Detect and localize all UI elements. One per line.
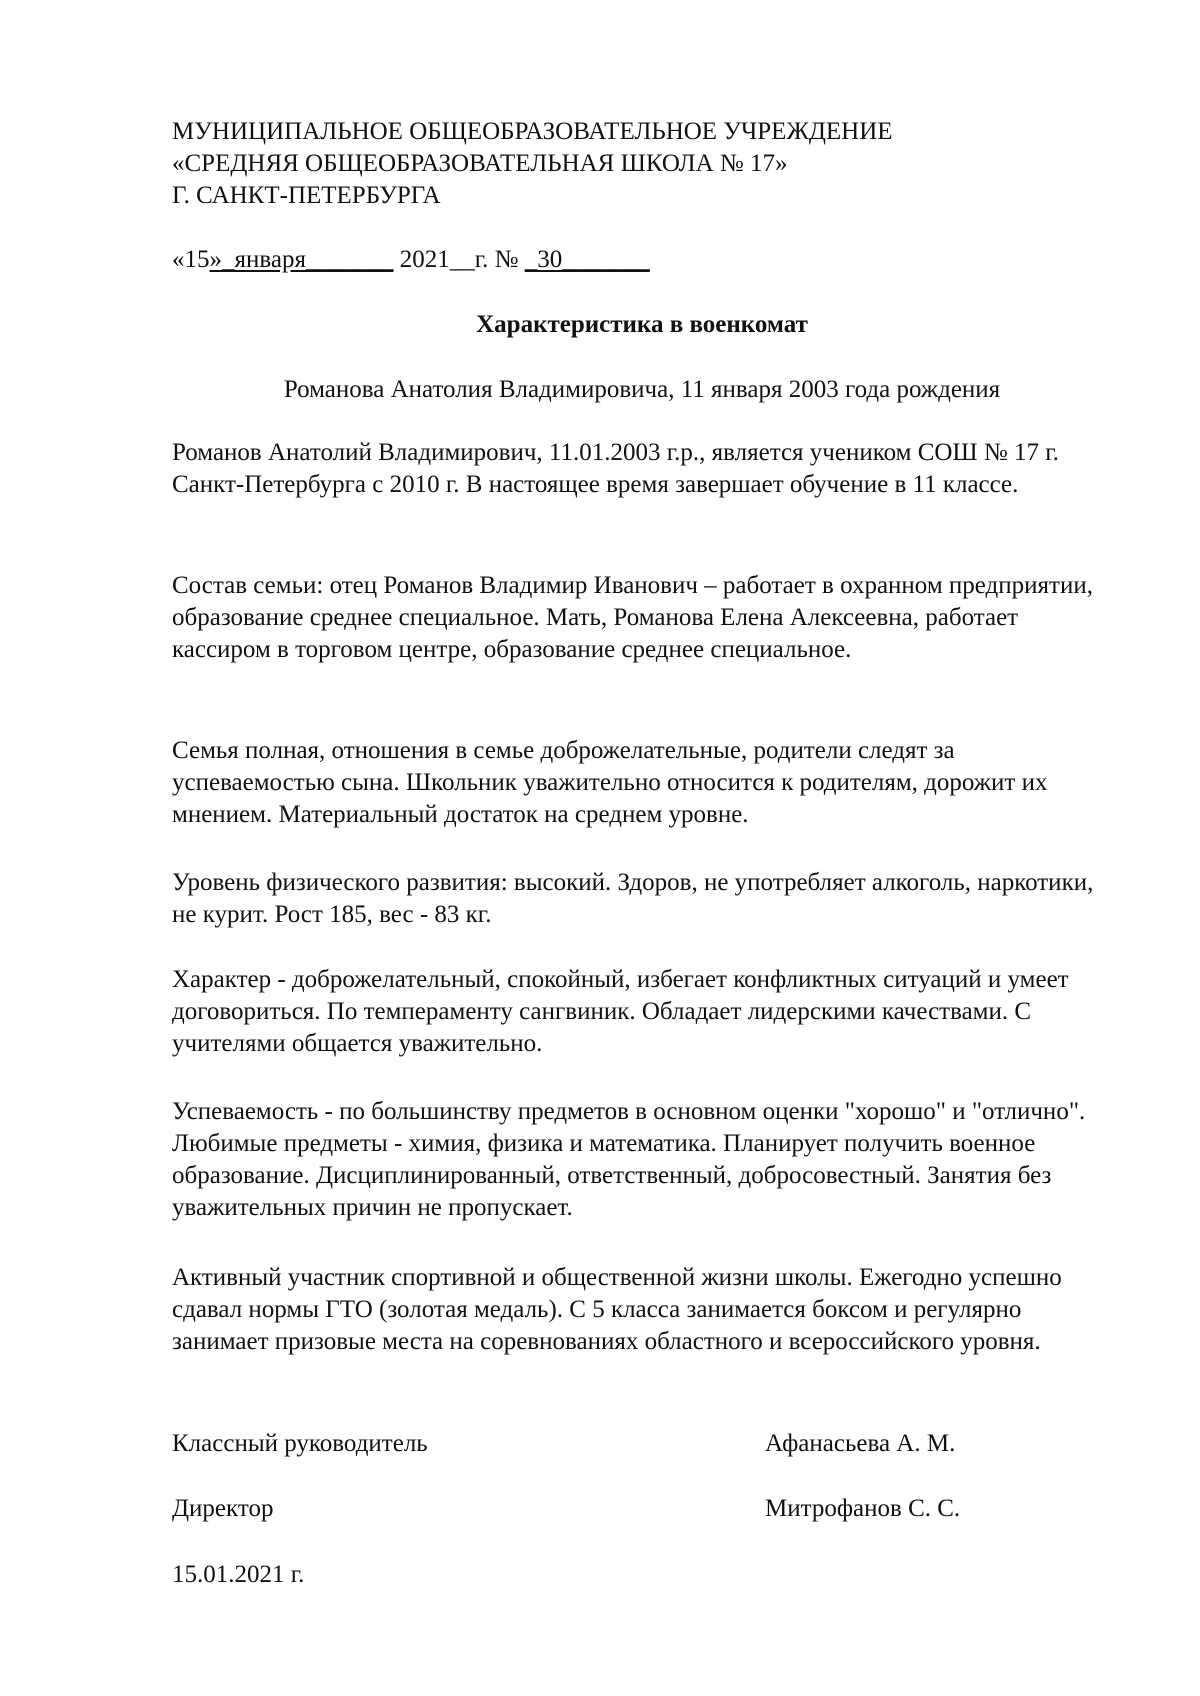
paragraph-activities: Активный участник спортивной и общественной жизни школы. Ежегодно успешно сдавал нормы ГТО (золотая медаль). С 5 класса занимается боксом и регулярно занимает призовые места на соревнованиях областного и всероссийского уровня.: [172, 1264, 1062, 1355]
document-subtitle: Романова Анатолия Владимировича, 11 января 2003 года рождения: [283, 376, 1001, 403]
signature-role: Директор: [172, 1495, 274, 1522]
signature-row-class-teacher: [172, 1428, 1112, 1460]
document-title: Характеристика в военкомат: [476, 311, 808, 338]
signature-name: Афанасьева А. М.: [765, 1430, 956, 1457]
header-line-city: Г. САНКТ-ПЕТЕРБУРГА: [172, 182, 441, 209]
header-line-institution: МУНИЦИПАЛЬНОЕ ОБЩЕОБРАЗОВАТЕЛЬНОЕ УЧРЕЖДЕНИЕ: [172, 118, 893, 145]
school-header: [172, 116, 1112, 212]
signature-row-director: [172, 1493, 1112, 1525]
paragraph-physical: Уровень физического развития: высокий. Здоров, не употребляет алкоголь, наркотики, не курит. Рост 185, вес - 83 кг.: [172, 869, 1094, 928]
signature-name: Митрофанов С. С.: [765, 1495, 961, 1522]
paragraph-student-info: Романов Анатолий Владимирович, 11.01.2003 г.р., является учеником СОШ № 17 г. Санкт-Петербурга с 2010 г. В настоящее время завершает обучение в 11 классе.: [172, 439, 1059, 498]
signature-role: Классный руководитель: [172, 1430, 428, 1457]
document-number: _30_______: [524, 246, 650, 273]
date-year: 2021__г. №: [393, 246, 525, 273]
paragraph-family-relations: Семья полная, отношения в семье доброжелательные, родители следят за успеваемостью сына. Школьник уважительно относится к родителям, дорожит их мнением. Материальный достаток на среднем уровне.: [172, 737, 1048, 828]
date-and-number-line: [172, 244, 1112, 276]
header-line-school-name: «СРЕДНЯЯ ОБЩЕОБРАЗОВАТЕЛЬНАЯ ШКОЛА № 17»: [172, 150, 788, 177]
date-day: «15: [172, 246, 210, 273]
paragraph-academic: Успеваемость - по большинству предметов в основном оценки "хорошо" и "отлично". Любимые предметы - химия, физика и математика. Планирует получить военное образование. Дисциплинированный, ответственный, добросовестный. Занятия без уважительных причин не пропускает.: [172, 1098, 1086, 1221]
date-month: »_января_______: [209, 246, 394, 273]
paragraph-character: Характер - доброжелательный, спокойный, избегает конфликтных ситуаций и умеет договориться. По темпераменту сангвиник. Обладает лидерскими качествами. С учителями общается уважительно.: [172, 966, 1069, 1057]
paragraph-family: Состав семьи: отец Романов Владимир Иванович – работает в охранном предприятии, образование среднее специальное. Мать, Романова Елена Алексеевна, работает кассиром в торговом центре, образование среднее специальное.: [172, 572, 1093, 663]
document-date: 15.01.2021 г.: [172, 1561, 305, 1588]
